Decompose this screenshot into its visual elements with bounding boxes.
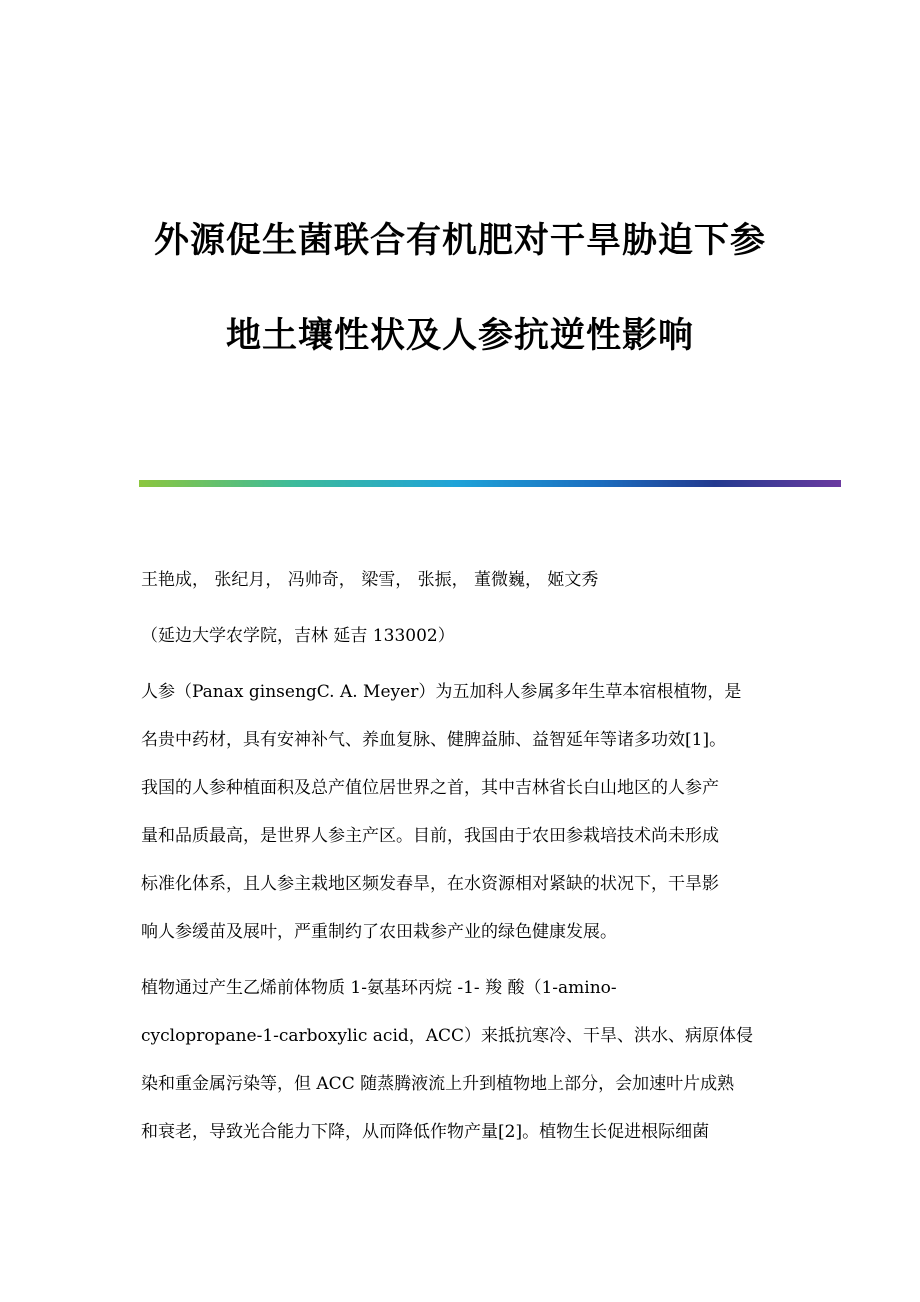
text-line: 响人参缓苗及展叶，严重制约了农田栽参产业的绿色健康发展。 [141,922,617,942]
text-line: cyclopropane-1-carboxylic acid，ACC）来抵抗寒冷、干旱、洪水、病原体侵 [141,1026,754,1046]
text-line: 染和重金属污染等，但 ACC 随蒸腾液流上升到植物地上部分，会加速叶片成熟 [141,1074,735,1094]
paper-title-line-2: 地土壤性状及人参抗逆性影响 [225,315,694,356]
text-line: 名贵中药材，具有安神补气、养血复脉、健脾益肺、益智延年等诸多功效[1]。 [141,730,727,750]
text-line: 量和品质最高，是世界人参主产区。目前，我国由于农田参栽培技术尚未形成 [141,826,719,846]
text-line: 植物通过产生乙烯前体物质 1-氨基环丙烷 -1- 羧 酸（1-amino- [141,978,617,998]
title-divider-rule [139,480,841,487]
text-line: 人参（Panax ginsengC. A. Meyer）为五加科人参属多年生草本宿根植物，是 [141,682,742,702]
text-line: 标准化体系，且人参主栽地区频发春旱，在水资源相对紧缺的状况下，干旱影 [141,874,719,894]
text-line: 和衰老，导致光合能力下降，从而降低作物产量[2]。植物生长促进根际细菌 [141,1122,710,1142]
text-line: 我国的人参种植面积及总产值位居世界之首，其中吉林省长白山地区的人参产 [141,778,719,798]
author-list: 王艳成， 张纪月， 冯帅奇， 梁雪， 张振， 董微巍， 姬文秀 [141,570,599,590]
paper-title-line-1: 外源促生菌联合有机肥对干旱胁迫下参 [153,220,766,261]
affiliation: （延边大学农学院，吉林 延吉 133002） [141,626,455,646]
